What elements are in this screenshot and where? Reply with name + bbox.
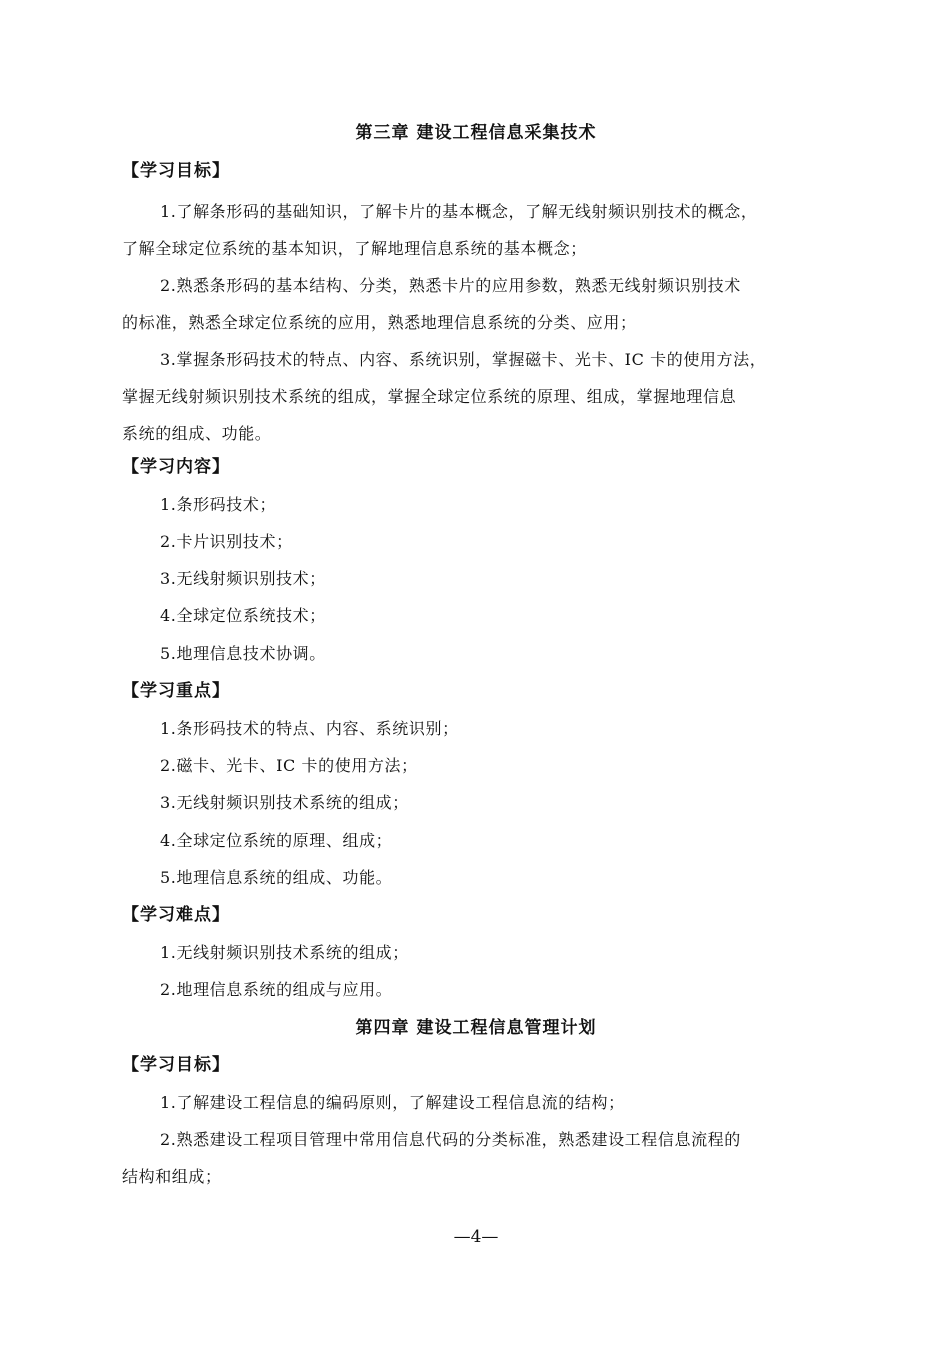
chapter3-content-heading: 【学习内容】: [122, 457, 230, 477]
chapter3-focus-item: 1.条形码技术的特点、内容、系统识别；: [160, 719, 459, 738]
chapter3-goal-line: 的标准，熟悉全球定位系统的应用，熟悉地理信息系统的分类、应用；: [122, 313, 637, 332]
chapter3-content-item: 3.无线射频识别技术；: [160, 569, 326, 588]
chapter3-goal-line: 掌握无线射频识别技术系统的组成，掌握全球定位系统的原理、组成，掌握地理信息: [122, 387, 737, 406]
chapter4-goal-line: 2.熟悉建设工程项目管理中常用信息代码的分类标准，熟悉建设工程信息流程的: [160, 1130, 741, 1149]
chapter3-focus-item: 2.磁卡、光卡、IC 卡的使用方法；: [160, 756, 418, 775]
chapter4-goal-line: 结构和组成；: [122, 1167, 222, 1186]
chapter3-content-item: 5.地理信息技术协调。: [160, 644, 326, 663]
chapter3-focus-item: 4.全球定位系统的原理、组成；: [160, 831, 393, 850]
chapter4-goal-heading: 【学习目标】: [122, 1055, 230, 1075]
chapter3-focus-item: 3.无线射频识别技术系统的组成；: [160, 793, 409, 812]
chapter3-goal-line: 2.熟悉条形码的基本结构、分类，熟悉卡片的应用参数，熟悉无线射频识别技术: [160, 276, 741, 295]
chapter3-goal-line: 3.掌握条形码技术的特点、内容、系统识别，掌握磁卡、光卡、IC 卡的使用方法，: [160, 350, 767, 369]
chapter3-focus-heading: 【学习重点】: [122, 681, 230, 701]
chapter3-goal-line: 系统的组成、功能。: [122, 424, 272, 443]
chapter4-title: 第四章 建设工程信息管理计划: [355, 1018, 597, 1038]
chapter3-goal-line: 1.了解条形码的基础知识，了解卡片的基本概念，了解无线射频识别技术的概念，: [160, 202, 758, 221]
chapter3-goal-line: 了解全球定位系统的基本知识，了解地理信息系统的基本概念；: [122, 239, 587, 258]
chapter3-difficulty-item: 2.地理信息系统的组成与应用。: [160, 980, 393, 999]
chapter3-content-item: 1.条形码技术；: [160, 495, 277, 514]
chapter3-focus-item: 5.地理信息系统的组成、功能。: [160, 868, 393, 887]
chapter3-difficulty-item: 1.无线射频识别技术系统的组成；: [160, 943, 409, 962]
chapter3-content-item: 4.全球定位系统技术；: [160, 606, 326, 625]
chapter3-goal-heading: 【学习目标】: [122, 161, 230, 181]
chapter3-difficulty-heading: 【学习难点】: [122, 905, 230, 925]
chapter3-title: 第三章 建设工程信息采集技术: [355, 123, 597, 143]
page-number: —4—: [453, 1227, 499, 1247]
chapter4-goal-line: 1.了解建设工程信息的编码原则，了解建设工程信息流的结构；: [160, 1093, 625, 1112]
chapter3-content-item: 2.卡片识别技术；: [160, 532, 293, 551]
